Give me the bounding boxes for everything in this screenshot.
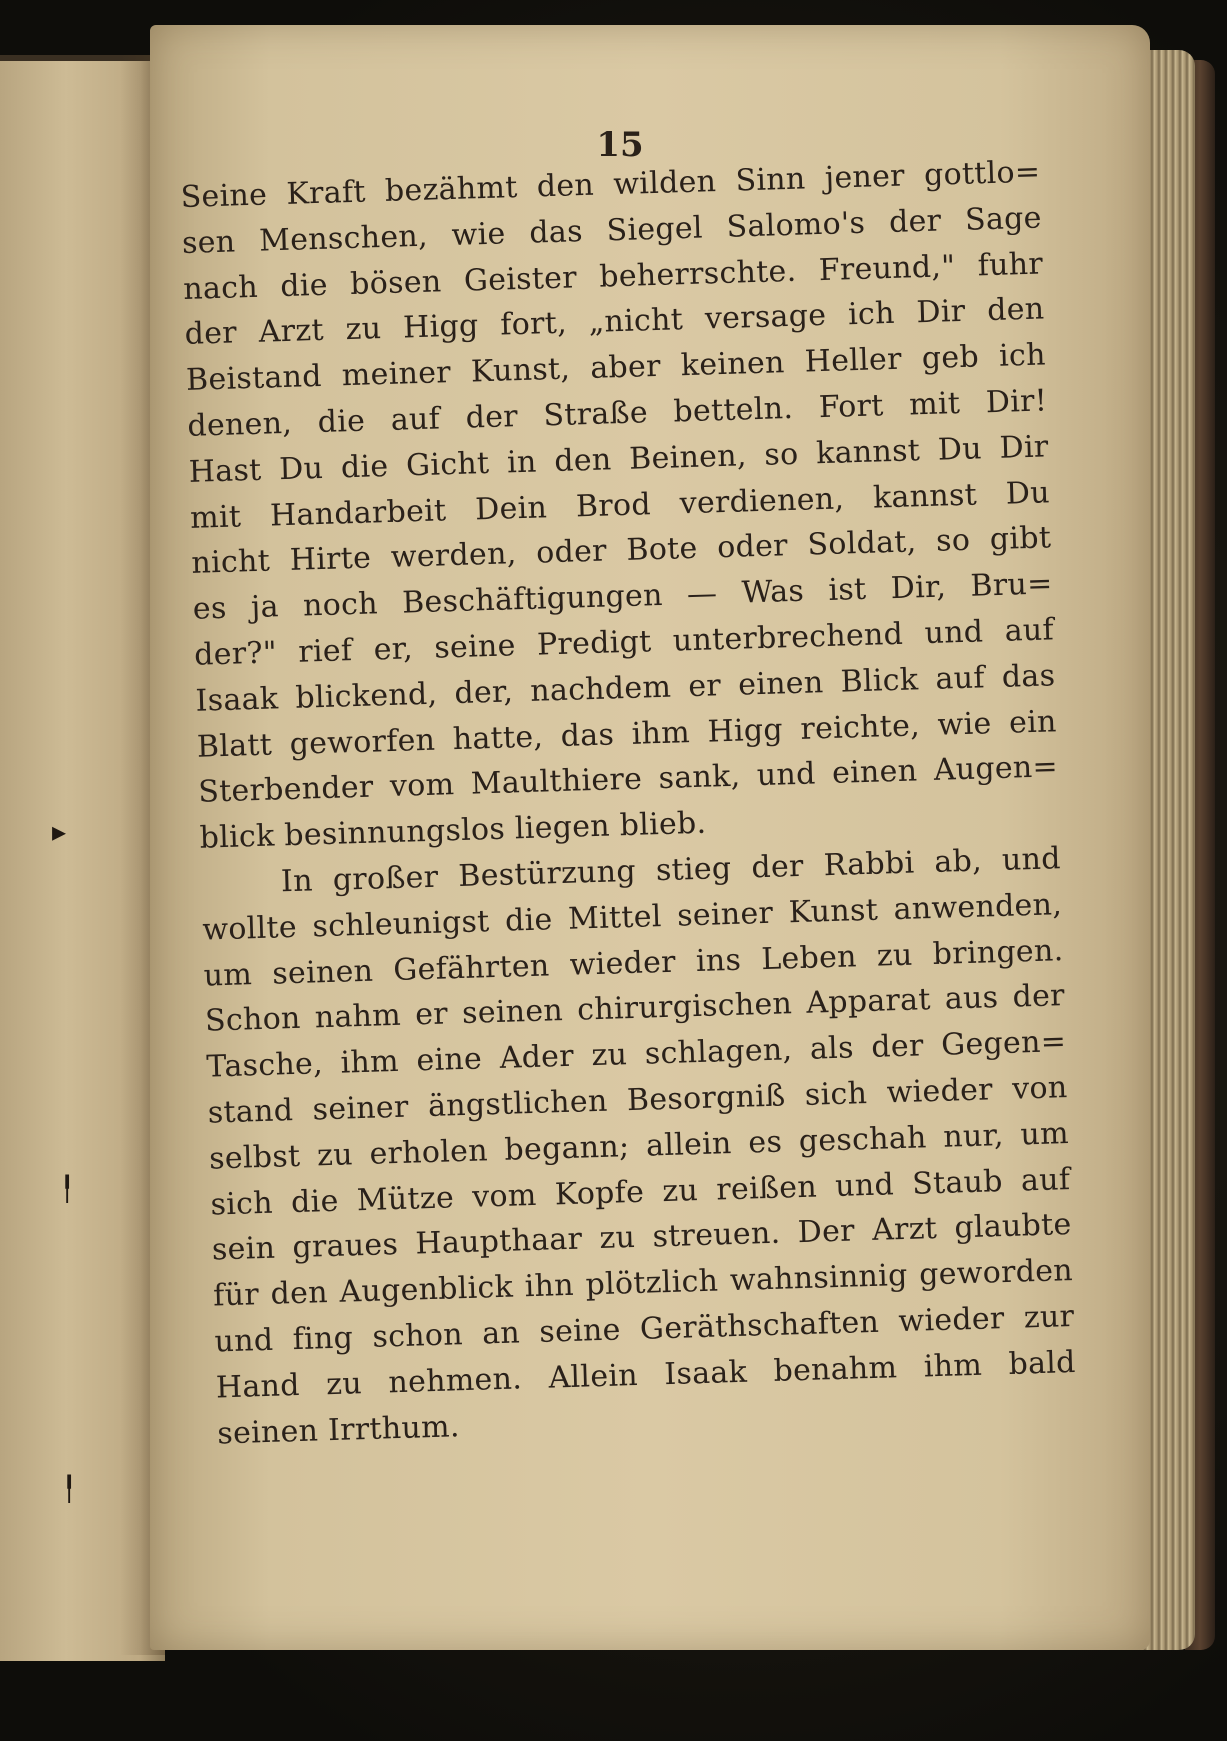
text-line: Hast Du die Gicht in den Beinen, so kannst Du Dir <box>188 429 1049 490</box>
text-line: es ja noch Beschäftigungen — Was ist Dir, Bru= <box>192 566 1054 627</box>
text-line: Tasche, ihm eine Ader zu schlagen, als der Gegen= <box>205 1024 1067 1085</box>
text-line: blick besinnungslos liegen blieb. <box>199 805 707 856</box>
text-line: seinen Irrthum. <box>216 1408 461 1451</box>
text-line: Blatt geworfen hatte, das ihm Higg reichte, wie ein <box>196 703 1058 765</box>
text-line: der Arzt zu Higg fort, „nicht versage ich Dir den <box>184 291 1045 353</box>
text-line: Hand zu nehmen. Allein Isaak benahm ihm bald <box>215 1344 1077 1406</box>
text-line: nicht Hirte werden, oder Bote oder Soldat, so gibt <box>191 520 1052 582</box>
text-line: für den Augenblick ihn plötzlich wahnsinnig geworden <box>212 1253 1074 1314</box>
text-line: Sterbender vom Maulthiere sank, und einen Augen= <box>197 749 1059 811</box>
text-line: denen, die auf der Straße betteln. Fort mit Dir! <box>186 383 1048 444</box>
paragraph-1 <box>180 149 1060 861</box>
text-line: Beistand meiner Kunst, aber keinen Heller geb ich <box>185 337 1047 399</box>
margin-ink-mark: ╿ <box>60 1175 75 1203</box>
text-line: mit Handarbeit Dein Brod verdienen, kannst Du <box>189 474 1051 536</box>
text-line: wollte schleunigst die Mittel seiner Kunst anwenden, <box>201 886 1063 948</box>
text-line: stand seiner ängstlichen Besorgniß sich wieder von <box>207 1070 1068 1131</box>
text-line: sein graues Haupthaar zu streuen. Der Arzt glaubte <box>211 1207 1073 1268</box>
text-line: um seinen Gefährten wieder ins Leben zu bringen. <box>203 932 1064 994</box>
text-line: selbst zu erholen begann; allein es geschah nur, um <box>208 1115 1070 1177</box>
text-line: nach die bösen Geister beherrschte. Freund," fuhr <box>182 246 1044 307</box>
body-text <box>180 149 1078 1456</box>
margin-ink-mark: ╿ <box>62 1475 77 1503</box>
text-line: sich die Mütze vom Kopfe zu reißen und Staub auf <box>210 1161 1071 1223</box>
page-number: 15 <box>596 125 644 165</box>
text-line: Isaak blickend, der, nachdem er einen Blick auf das <box>195 658 1056 719</box>
paragraph-2 <box>200 836 1077 1457</box>
text-line: Seine Kraft bezähmt den wilden Sinn jener gottlo= <box>180 154 1041 215</box>
text-line: der?" rief er, seine Predigt unterbrechend und auf <box>193 612 1055 673</box>
margin-arrow-mark: ▸ <box>52 815 67 848</box>
text-line: und fing schon an seine Geräthschaften wieder zur <box>214 1298 1075 1360</box>
text-line: Schon nahm er seinen chirurgischen Apparat aus der <box>204 978 1066 1039</box>
text-line: In großer Bestürzung stieg der Rabbi ab, und <box>280 841 1062 900</box>
text-line: sen Menschen, wie das Siegel Salomo's der Sage <box>181 200 1043 261</box>
